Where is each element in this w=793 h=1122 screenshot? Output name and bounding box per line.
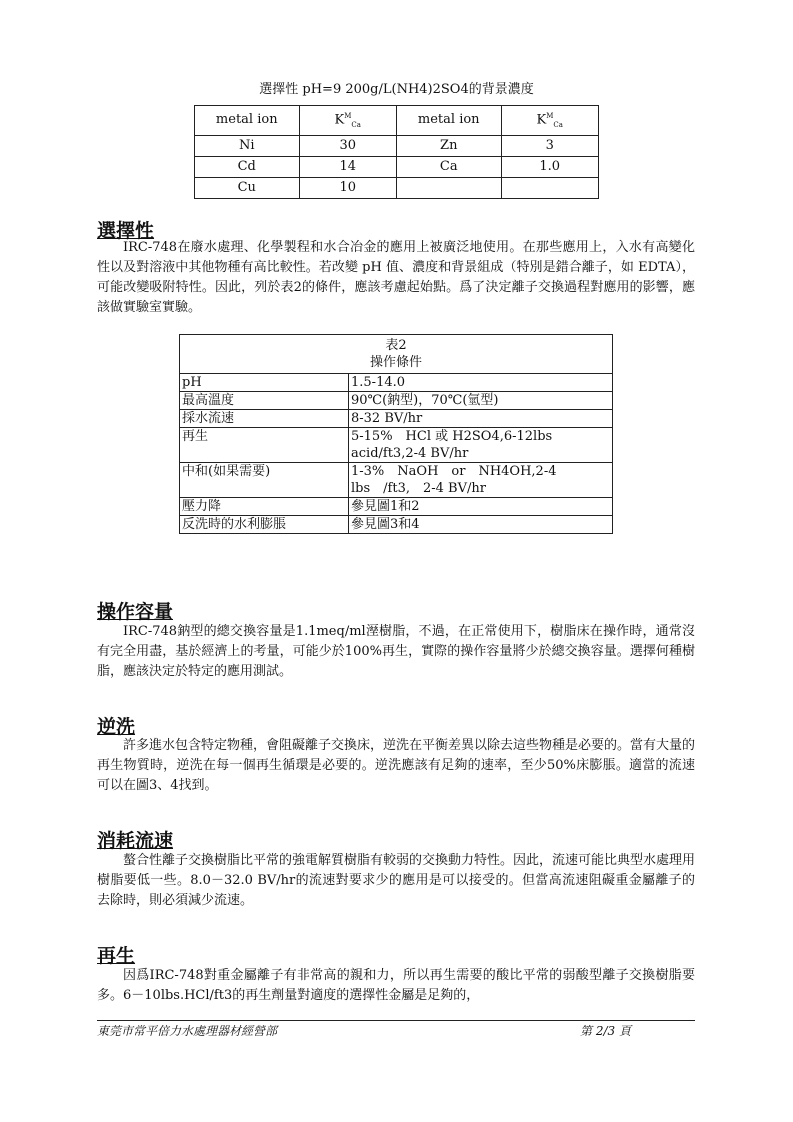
section-heading: 再生 — [97, 945, 136, 967]
header-cell: metal ion — [396, 106, 501, 136]
table2-title-line: 表2 — [385, 338, 407, 353]
table-row — [180, 463, 613, 498]
footer-divider — [97, 1020, 695, 1021]
section-paragraph: 螯合性離子交換樹脂比平常的強電解質樹脂有較弱的交換動力特性。因此，流速可能比典型水處理用樹脂要低一些。8.0－32.0 BV/hr的流速對要求少的應用是可以接受的。但當高流速阻礙重金屬離子的去除時，則必須減少流速。 — [97, 853, 696, 908]
table-row — [180, 410, 613, 428]
table-cell: pH — [180, 374, 349, 392]
section-paragraph: 許多進水包含特定物種，會阻礙離子交換床，逆洗在平衡差異以除去這些物種是必要的。當有大量的再生物質時，逆洗在每一個再生循環是必要的。逆洗應該有足夠的速率，至少50%床膨脹。適當的流速可以在圖3、4找到。 — [97, 738, 696, 793]
section-heading: 操作容量 — [97, 601, 174, 623]
table-cell: 8-32 BV/hr — [349, 410, 613, 428]
table-cell: 壓力降 — [180, 498, 349, 516]
table-row — [180, 374, 613, 392]
header-cell-k: $K^M_{Ca}$ — [501, 106, 599, 136]
table-cell: Ca — [396, 156, 501, 177]
table-row — [195, 177, 599, 198]
table-header-row — [195, 106, 599, 136]
footer-page-number: 第 2/3 頁 — [580, 1024, 631, 1038]
table-row — [195, 135, 599, 156]
table-cell: 10 — [299, 177, 396, 198]
section-heading: 消耗流速 — [97, 830, 174, 852]
table-cell: 最高溫度 — [180, 392, 349, 410]
table-cell: 1.5-14.0 — [349, 374, 613, 392]
table-cell: 參見圖3和4 — [349, 516, 613, 534]
table1-caption: 選擇性 pH=9 200g/L(NH4)2SO4的背景濃度 — [259, 82, 534, 97]
table-cell: 5-15% HCl 或 H2SO4,6-12lbs acid/ft3,2-4 BV/hr — [349, 428, 613, 463]
table-cell: 3 — [501, 135, 599, 156]
section-paragraph: IRC-748在廢水處理、化學製程和水合冶金的應用上被廣泛地使用。在那些應用上，入水有高變化性以及對溶液中其他物種有高比較性。若改變 pH 值、濃度和背景組成（特別是錯合離子，如 EDTA），可能改變吸附特性。因此，列於表2的條件，應該考慮起始點。爲了決定離子交換過程對應用的影響，應該做實驗室實驗。 — [97, 240, 695, 315]
selectivity-table — [194, 105, 599, 199]
table-cell: 再生 — [180, 428, 349, 463]
table-cell: 1.0 — [501, 156, 599, 177]
table-cell: Ni — [195, 135, 300, 156]
table-cell: 90℃(鈉型)，70℃(氫型) — [349, 392, 613, 410]
table-row — [180, 428, 613, 463]
operating-conditions-table — [179, 334, 613, 534]
table-cell: 14 — [299, 156, 396, 177]
table-cell: Cd — [195, 156, 300, 177]
table-row — [180, 516, 613, 534]
section-heading: 逆洗 — [97, 716, 136, 738]
table-cell: 1-3% NaOH or NH4OH,2-4 lbs /ft3, 2-4 BV/hr — [349, 463, 613, 498]
table-cell — [501, 177, 599, 198]
table-cell: Zn — [396, 135, 501, 156]
header-cell-k: $K^M_{Ca}$ — [299, 106, 396, 136]
table2-title-line: 操作條件 — [369, 355, 422, 370]
table-cell: 反洗時的水利膨脹 — [180, 516, 349, 534]
table-row — [180, 392, 613, 410]
table-cell: Cu — [195, 177, 300, 198]
header-cell: metal ion — [195, 106, 300, 136]
table-row — [180, 498, 613, 516]
table-cell: 參見圖1和2 — [349, 498, 613, 516]
table-cell — [396, 177, 501, 198]
section-heading: 選擇性 — [97, 220, 155, 242]
table-cell: 中和(如果需要) — [180, 463, 349, 498]
table2-title — [180, 335, 613, 374]
section-paragraph: IRC-748鈉型的總交換容量是1.1meq/ml溼樹脂，不過，在正常使用下，樹脂床在操作時，通常沒有完全用盡，基於經濟上的考量，可能少於100%再生，實際的操作容量將少於總交換容量。選擇何種樹脂，應該決定於特定的應用測試。 — [97, 624, 695, 679]
table-cell: 30 — [299, 135, 396, 156]
table-cell: 採水流速 — [180, 410, 349, 428]
section-paragraph: 因爲IRC-748對重金屬離子有非常高的親和力，所以再生需要的酸比平常的弱酸型離子交換樹脂要多。6－10lbs.HCl/ft3的再生劑量對適度的選擇性金屬是足夠的， — [97, 968, 695, 1003]
footer-company: 東莞市常平倍力水處理器材經營部 — [97, 1024, 278, 1038]
table-row — [195, 156, 599, 177]
